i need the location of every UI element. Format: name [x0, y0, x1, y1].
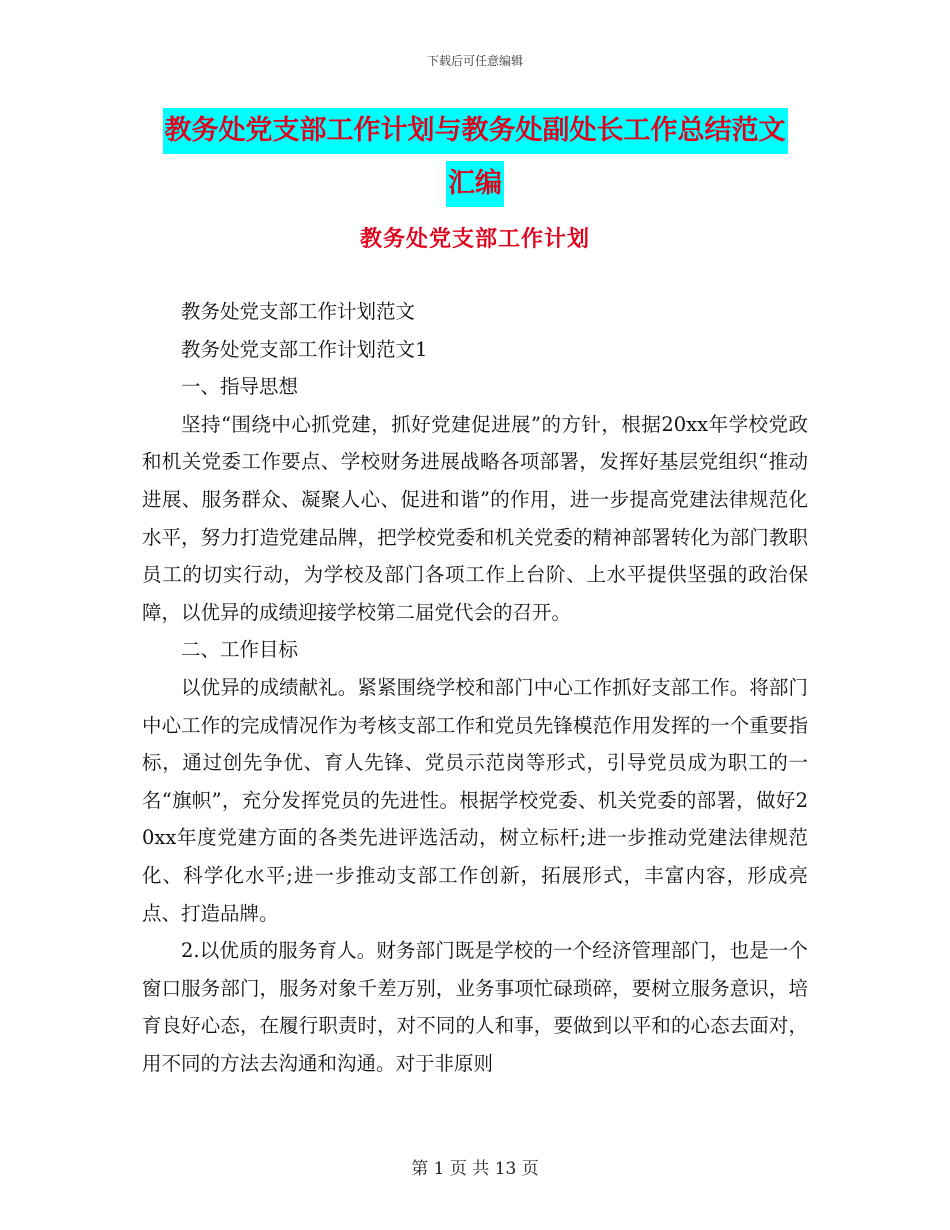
paragraph-subtitle-1: 教务处党支部工作计划范文1 [181, 337, 428, 361]
section-heading: 教务处党支部工作计划 [359, 227, 590, 252]
document-title [140, 108, 810, 210]
document-body [142, 293, 808, 1082]
paragraph-goal-1: 以优异的成绩献礼。紧紧围绕学校和部门中心工作抓好支部工作。将部门中心工作的完成情况作为考核支部工作和党员先锋模范作用发挥的一个重要指标，通过创先争优、育人先锋、党员示范岗等形式，引导党员成为职工的一名“旗帜”，充分发挥党员的先进性。根据学校党委、机关党委的部署，做好20xx年度党建方面的各类先进评选活动，树立标杆;进一步推动党建法律规范化、科学化水平;进一步推动支部工作创新，拓展形式，丰富内容，形成亮点、打造品牌。 [142, 675, 808, 925]
document-title-line-1: 教务处党支部工作计划与教务处副处长工作总结范文 [163, 108, 788, 154]
paragraph-goal-2: 2.以优质的服务育人。财务部门既是学校的一个经济管理部门，也是一个窗口服务部门，服务对象千差万别，业务事项忙碌琐碎，要树立服务意识，培育良好心态，在履行职责时，对不同的人和事，要做到以平和的心态去面对，用不同的方法去沟通和沟通。对于非原则 [142, 939, 808, 1075]
paragraph-subtitle: 教务处党支部工作计划范文 [181, 300, 416, 323]
document-title-line-2: 汇编 [446, 161, 504, 207]
heading-work-goals: 二、工作目标 [181, 638, 299, 662]
heading-guiding-thought: 一、指导思想 [181, 375, 299, 399]
paragraph-guiding-thought: 坚持“围绕中心抓党建，抓好党建促进展”的方针，根据20xx年学校党政和机关党委工作要点、学校财务进展战略各项部署，发挥好基层党组织“推动进展、服务群众、凝聚人心、促进和谐”的作用，进一步提高党建法律规范化水平，努力打造党建品牌，把学校党委和机关党委的精神部署转化为部门教职员工的切实行动，为学校及部门各项工作上台阶、上水平提供坚强的政治保障，以优异的成绩迎接学校第二届党代会的召开。 [142, 412, 808, 624]
page-footer-number: 第 1 页 共 13 页 [411, 1159, 539, 1179]
page-header-note: 下载后可任意编辑 [426, 54, 523, 68]
